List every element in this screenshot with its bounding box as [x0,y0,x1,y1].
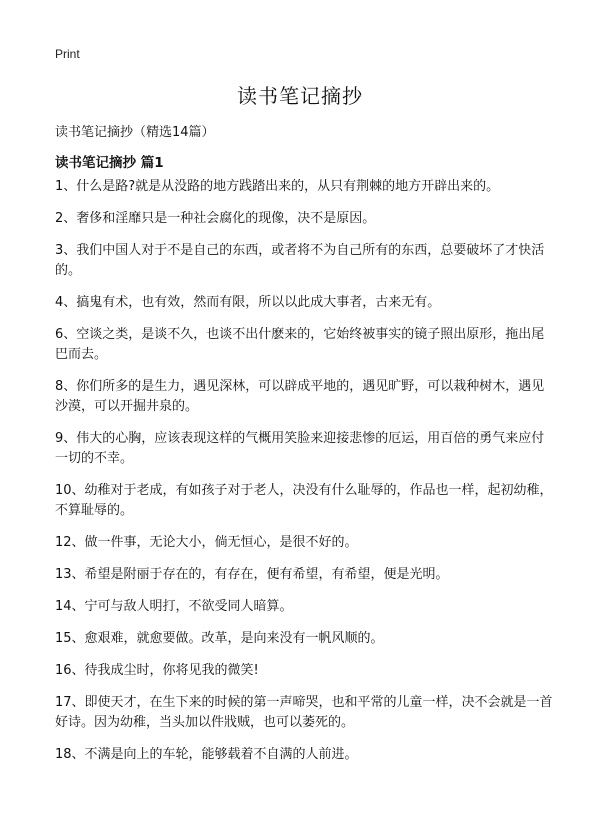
quote-list [55,177,555,777]
print-link[interactable]: Print [55,47,80,61]
list-item: 4、搞鬼有术，也有效，然而有限，所以以此成大事者，古来无有。 [55,295,441,310]
document-subtitle: 读书笔记摘抄（精选14篇） [55,125,215,140]
list-item: 18、不满是向上的车轮，能够载着不自满的人前进。 [55,747,358,762]
list-item: 17、即使天才，在生下来的时候的第一声啼哭，也和平常的儿童一样，决不会就是一首好诗。因为幼稚，当头加以件戕贼，也可以萎死的。 [55,695,553,730]
list-item: 14、宁可与敌人明打，不欲受同人暗算。 [55,599,293,614]
list-item: 15、愈艰难，就愈要做。改革，是向来没有一帆风顺的。 [55,631,384,646]
list-item: 10、幼稚对于老成，有如孩子对于老人，决没有什么耻辱的，作品也一样，起初幼稚，不算耻辱的。 [55,483,553,518]
list-item: 2、奢侈和淫靡只是一种社会腐化的现像，决不是原因。 [55,211,376,226]
page-title: 读书笔记摘抄 [237,84,363,108]
list-item: 1、什么是路?就是从没路的地方践踏出来的，从只有荆棘的地方开辟出来的。 [55,179,500,194]
list-item: 9、伟大的心胸，应该表现这样的气概用笑脸来迎接悲惨的厄运，用百倍的勇气来应付一切的不幸。 [55,431,545,466]
list-item: 3、我们中国人对于不是自己的东西，或者将不为自己所有的东西，总要破坏了才快活的。 [55,243,545,278]
list-item: 16、待我成尘时，你将见我的微笑! [55,663,259,678]
list-item: 12、做一件事，无论大小，倘无恒心，是很不好的。 [55,535,358,550]
section-heading: 读书笔记摘抄 篇1 [55,155,164,171]
list-item: 8、你们所多的是生力，遇见深林，可以辟成平地的，遇见旷野，可以栽种树木，遇见沙漠，可以开掘井泉的。 [55,379,545,414]
list-item: 13、希望是附丽于存在的，有存在，便有希望，有希望，便是光明。 [55,567,449,582]
list-item: 6、空谈之类，是谈不久，也谈不出什麽来的，它始终被事实的镜子照出原形，拖出尾巴而去。 [55,327,545,362]
